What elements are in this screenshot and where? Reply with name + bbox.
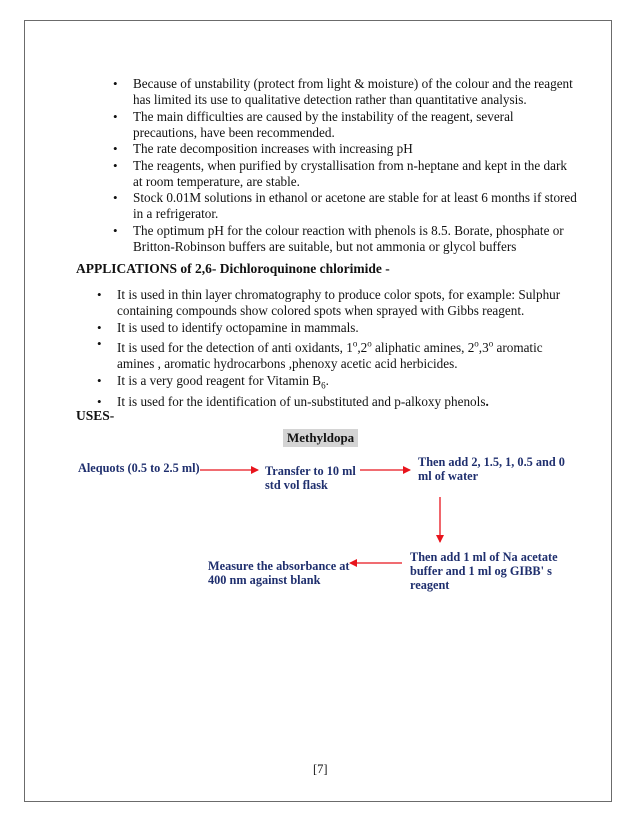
list-item-text: Because of unstability (protect from light & moisture) of the colour and the reagent has limited its use to qualitative detection rather than quantitative analysis. [133,76,573,107]
uses-heading: USES- [76,408,115,423]
bullet-icon: • [113,157,118,173]
bullet-icon: • [97,336,102,351]
flow-step-transfer: Transfer to 10 ml std vol flask [265,464,356,492]
bullet-icon: • [97,394,102,410]
page-number: [7] [313,762,328,776]
bullet-icon: • [113,190,118,205]
flowchart-title: Methyldopa [283,429,358,447]
bullet-icon: • [113,222,118,238]
applications-heading: APPLICATIONS of 2,6- Dichloroquinone chlorimide - [76,261,390,276]
list-item-text: It is a very good reagent for Vitamin $B_6$. [117,372,329,391]
bullet-icon: • [113,108,118,124]
bullet-icon: • [113,141,118,156]
flow-step-add-water: Then add 2, 1.5, 1, 0.5 and 0 ml of water [418,455,565,483]
bullet-icon: • [113,76,118,91]
list-item-text: Stock 0.01M solutions in ethanol or acetone are stable for at least 6 months if stored in a refrigerator. [133,190,577,221]
list-item-text: The reagents, when purified by crystallisation from n-heptane and kept in the dark at room temperature, are stable. [133,157,567,189]
flow-step-add-acetate: Then add 1 ml of Na acetate buffer and 1 ml og GIBB' s reagent [410,550,558,592]
list-item-text: It is used in thin layer chromatography to produce color spots, for example: Sulphur containing compounds show colored spots when sprayed with Gibbs reagent. [117,287,561,318]
bullet-icon: • [97,319,102,335]
list-item-text: It is used for the identification of un-substituted and p-alkoxy phenols. [117,394,489,410]
list-item-text: It is used to identify octopamine in mammals. [117,319,359,335]
list-item-text: The rate decomposition increases with increasing pH [133,141,413,156]
bullet-icon: • [97,287,102,302]
list-item-text: It is used for the detection of anti oxidants, 1$^o$,2$^o$ aliphatic amines, 2$^o$,3$^o$ aromatic amines , aromatic hydrocarbons ,phenoxy acetic acid herbicides. [117,339,543,372]
list-item-text: The main difficulties are caused by the instability of the reagent, several precautions, have been recommended. [133,108,514,140]
list-item-text: The optimum pH for the colour reaction with phenols is 8.5. Borate, phosphate or Britton-Robinson buffers are suitable, but not ammonia or glycol buffers [133,222,564,254]
bullet-icon: • [97,372,102,388]
flow-step-measure: Measure the absorbance at 400 nm against blank [208,559,350,587]
flow-step-aliquots: Alequots (0.5 to 2.5 ml) [78,461,200,475]
